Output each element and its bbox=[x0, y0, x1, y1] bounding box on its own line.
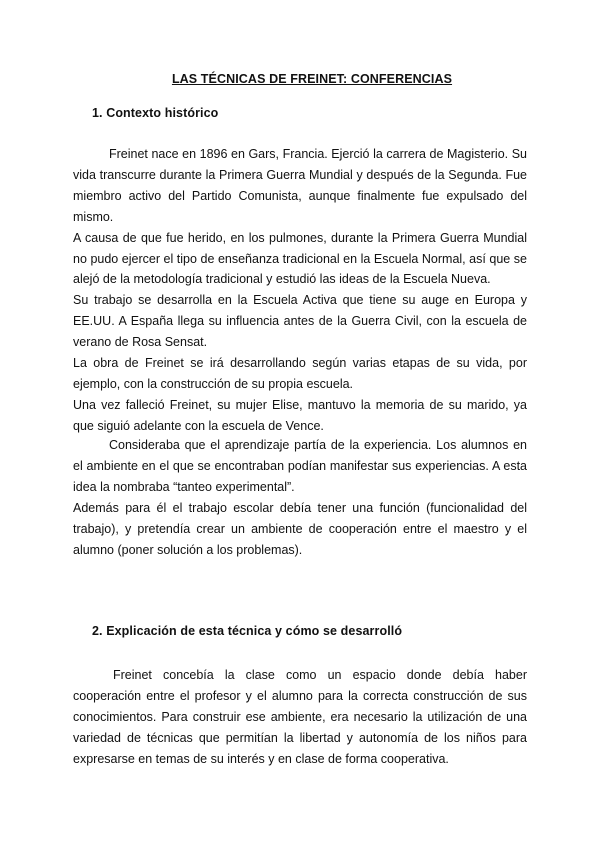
paragraph: Su trabajo se desarrolla en la Escuela Activa que tiene su auge en Europa y EE.UU. A España llega su influencia antes de la Guerra Civil, con la escuela de verano de Rosa Sensat. bbox=[73, 293, 527, 350]
section-2-heading: 2. Explicación de esta técnica y cómo se desarrolló bbox=[92, 624, 403, 638]
paragraph: A causa de que fue herido, en los pulmones, durante la Primera Guerra Mundial no pudo ejercer el tipo de enseñanza tradicional en la Escuela Normal, así que se alejó de la metodología tradicional y estudió las ideas de la Escuela Nueva. bbox=[73, 230, 527, 287]
paragraph: Además para él el trabajo escolar debía tener una función (funcionalidad del trabajo), y pretendía crear un ambiente de cooperación entre el maestro y el alumno (poner solución a los problemas). bbox=[73, 500, 527, 557]
section-1-body-a bbox=[73, 144, 527, 437]
paragraph: Freinet nace en 1896 en Gars, Francia. Ejerció la carrera de Magisterio. Su vida transcurre durante la Primera Guerra Mundial y después de la Segunda. Fue miembro activo del Partido Comunista, aunque finalmente fue expulsado del mismo. bbox=[73, 147, 527, 224]
section-1-heading: 1. Contexto histórico bbox=[92, 106, 219, 120]
section-2-body bbox=[73, 665, 527, 770]
paragraph: Una vez falleció Freinet, su mujer Elise, mantuvo la memoria de su marido, ya que siguió adelante con la escuela de Vence. bbox=[73, 397, 527, 433]
section-1-body-b bbox=[73, 435, 527, 560]
paragraph: La obra de Freinet se irá desarrollando según varias etapas de su vida, por ejemplo, con la construcción de su propia escuela. bbox=[73, 356, 527, 391]
paragraph: Freinet concebía la clase como un espacio donde debía haber cooperación entre el profesor y el alumno para la correcta construcción de sus conocimientos. Para construir ese ambiente, era necesario la utilización de una variedad de técnicas que permitían la libertad y autonomía de los niños para expresarse en temas de su interés y en clase de forma cooperativa. bbox=[73, 668, 527, 766]
document-title: LAS TÉCNICAS DE FREINET: CONFERENCIAS bbox=[171, 72, 453, 86]
paragraph: Consideraba que el aprendizaje partía de la experiencia. Los alumnos en el ambiente en el que se encontraban podían manifestar sus experiencias. A esta idea la nombraba “tanteo experimental”. bbox=[73, 438, 527, 494]
